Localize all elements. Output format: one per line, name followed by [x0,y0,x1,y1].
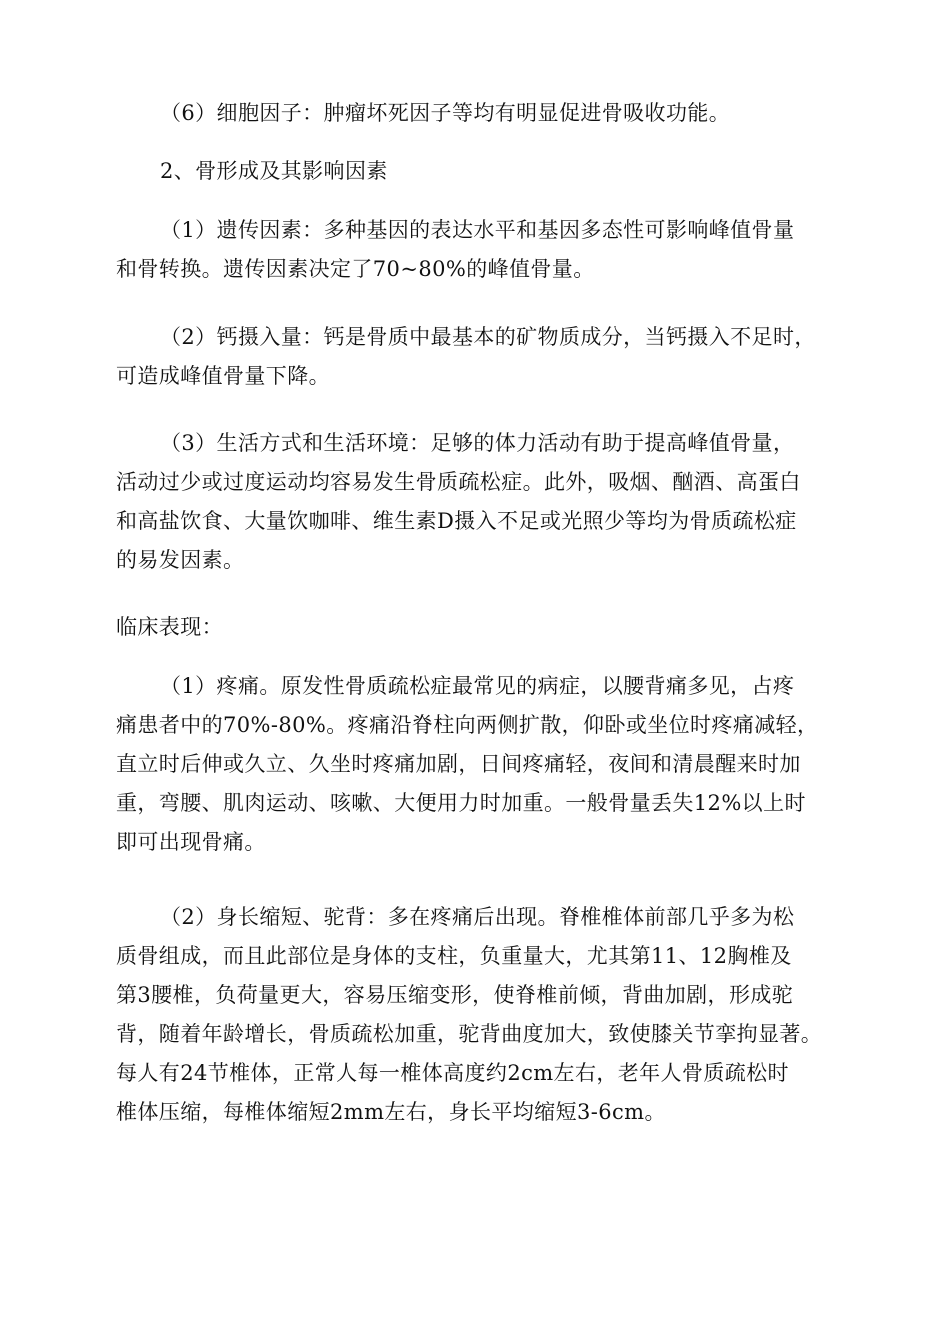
text-line: （2）身长缩短、驼背：多在疼痛后出现。脊椎椎体前部几乎多为松 [160,905,795,929]
paragraph-pain [116,667,836,862]
text-line: 2、骨形成及其影响因素 [160,159,388,183]
paragraph-height-loss [116,898,836,1132]
text-line: 活动过少或过度运动均容易发生骨质疏松症。此外，吸烟、酗酒、高蛋白 [116,470,801,494]
text-line: 质骨组成，而且此部位是身体的支柱，负重量大，尤其第11、12胸椎及 [116,944,792,968]
text-line: 背，随着年龄增长，骨质疏松加重，驼背曲度加大，致使膝关节挛拘显著。 [116,1022,823,1046]
text-line: （3）生活方式和生活环境：足够的体力活动有助于提高峰值骨量， [160,431,795,455]
text-line: 每人有24节椎体，正常人每一椎体高度约2cm左右，老年人骨质疏松时 [116,1061,789,1085]
text-line: 第3腰椎，负荷量更大，容易压缩变形，使脊椎前倾，背曲加剧，形成驼 [116,983,794,1007]
text-line: 临床表现： [116,615,223,639]
text-line: （1）疼痛。原发性骨质疏松症最常见的病症，以腰背痛多见，占疼 [160,674,795,698]
section-heading-clinical [116,608,836,647]
paragraph-cytokines [116,94,836,133]
paragraph-calcium-intake [116,318,836,396]
text-line: 痛患者中的70%-80%。疼痛沿脊柱向两侧扩散，仰卧或坐位时疼痛减轻， [116,713,819,737]
text-line: 重，弯腰、肌肉运动、咳嗽、大便用力时加重。一般骨量丢失12%以上时 [116,791,806,815]
section-heading-bone-formation [116,152,836,191]
text-line: （6）细胞因子：肿瘤坏死因子等均有明显促进骨吸收功能。 [160,101,731,125]
text-line: 和高盐饮食、大量饮咖啡、维生素D摄入不足或光照少等均为骨质疏松症 [116,509,797,533]
text-line: 即可出现骨痛。 [116,830,266,854]
text-line: 椎体压缩，每椎体缩短2mm左右，身长平均缩短3-6cm。 [116,1100,666,1124]
text-line: 的易发因素。 [116,548,245,572]
text-line: （2）钙摄入量：钙是骨质中最基本的矿物质成分，当钙摄入不足时， [160,325,816,349]
paragraph-lifestyle [116,424,836,580]
text-line: 直立时后伸或久立、久坐时疼痛加剧，日间疼痛轻，夜间和清晨醒来时加 [116,752,801,776]
paragraph-genetic-factors [116,211,836,289]
text-line: 可造成峰值骨量下降。 [116,364,330,388]
text-line: （1）遗传因素：多种基因的表达水平和基因多态性可影响峰值骨量 [160,218,795,242]
text-line: 和骨转换。遗传因素决定了70~80%的峰值骨量。 [116,257,595,281]
